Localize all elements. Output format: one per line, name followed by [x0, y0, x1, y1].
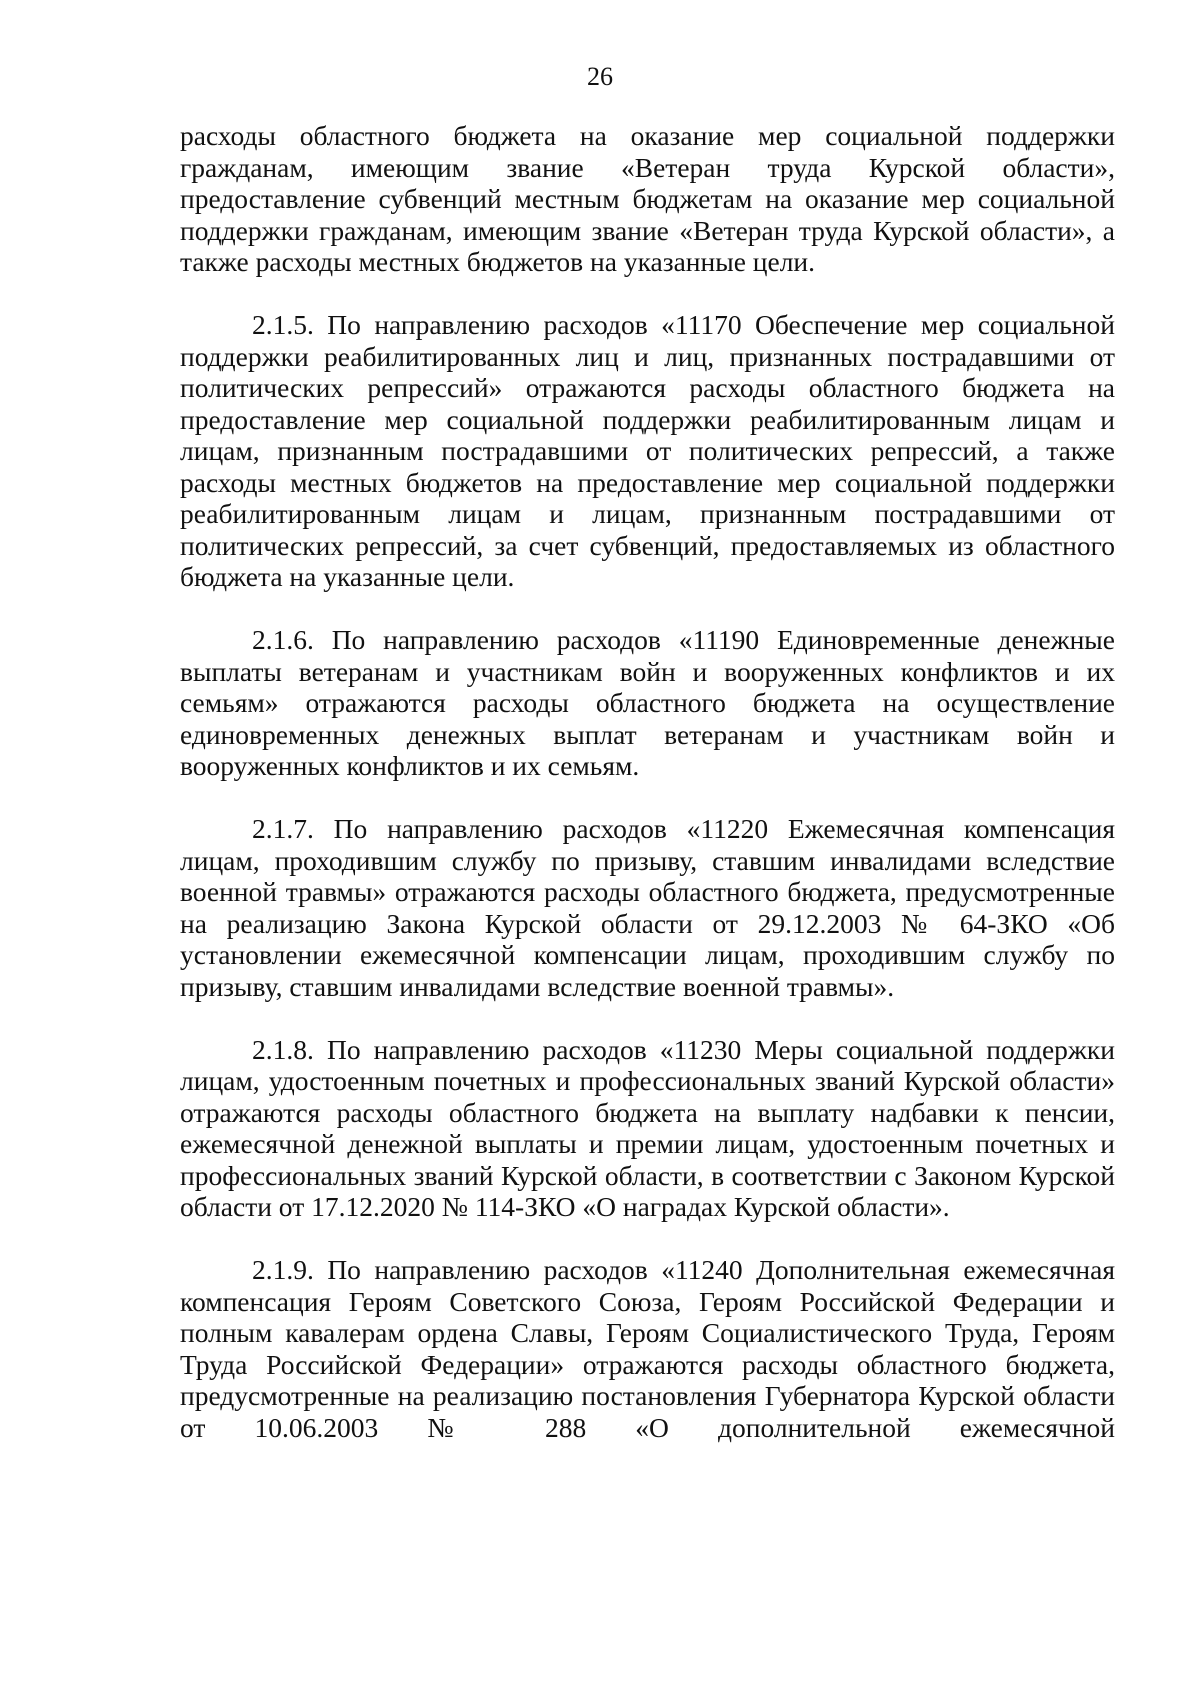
document-body	[180, 120, 1115, 1475]
page-number: 26	[587, 62, 613, 91]
paragraph-2-1-9: 2.1.9. По направлению расходов «11240 Дополнительная ежемесячная компенсация Героям Советского Союза, Героям Российской Федерации и полным кавалерам ордена Славы, Героям Социалистического Труда, Героям Труда Российской Федерации» отражаются расходы областного бюджета, предусмотренные на реализацию постановления Губернатора Курской области от 10.06.2003 № 288 «О дополнительной ежемесячной	[180, 1254, 1115, 1443]
paragraph-2-1-8: 2.1.8. По направлению расходов «11230 Меры социальной поддержки лицам, удостоенным почетных и профессиональных званий Курской области» отражаются расходы областного бюджета на выплату надбавки к пенсии, ежемесячной денежной выплаты и премии лицам, удостоенным почетных и профессиональных званий Курской области, в соответствии с Законом Курской области от 17.12.2020 № 114-ЗКО «О наградах Курской области».	[180, 1033, 1115, 1222]
paragraph-2-1-5: 2.1.5. По направлению расходов «11170 Обеспечение мер социальной поддержки реабилитированных лиц и лиц, признанных пострадавшими от политических репрессий» отражаются расходы областного бюджета на предоставление мер социальной поддержки реабилитированным лицам и лицам, признанным пострадавшими от политических репрессий, а также расходы местных бюджетов на предоставление мер социальной поддержки реабилитированным лицам и лицам, признанным пострадавшими от политических репрессий, за счет субвенций, предоставляемых из областного бюджета на указанные цели.	[180, 309, 1115, 592]
paragraph-2-1-7: 2.1.7. По направлению расходов «11220 Ежемесячная компенсация лицам, проходившим службу по призыву, ставшим инвалидами вследствие военной травмы» отражаются расходы областного бюджета, предусмотренные на реализацию Закона Курской области от 29.12.2003 № 64-ЗКО «Об установлении ежемесячной компенсации лицам, проходившим службу по призыву, ставшим инвалидами вследствие военной травмы».	[180, 813, 1115, 1002]
paragraph-continuation: расходы областного бюджета на оказание мер социальной поддержки гражданам, имеющим звание «Ветеран труда Курской области», предоставление субвенций местным бюджетам на оказание мер социальной поддержки гражданам, имеющим звание «Ветеран труда Курской области», а также расходы местных бюджетов на указанные цели.	[180, 120, 1115, 277]
paragraph-2-1-6: 2.1.6. По направлению расходов «11190 Единовременные денежные выплаты ветеранам и участникам войн и вооруженных конфликтов и их семьям» отражаются расходы областного бюджета на осуществление единовременных денежных выплат ветеранам и участникам войн и вооруженных конфликтов и их семьям.	[180, 624, 1115, 781]
